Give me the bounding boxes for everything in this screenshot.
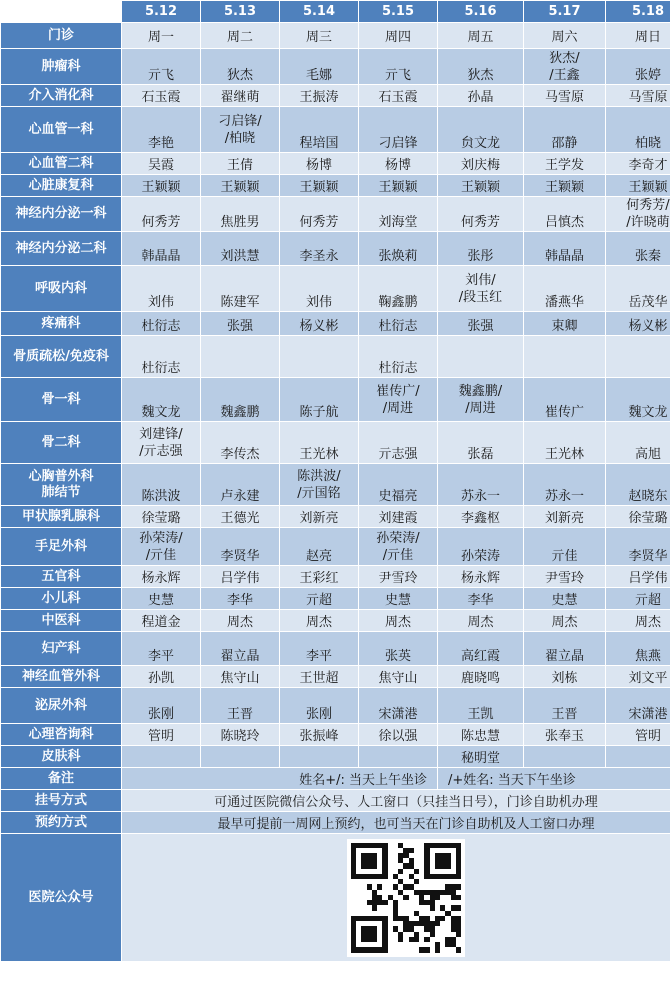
doctor-cell: 李华	[438, 588, 524, 610]
doctor-cell: 石玉霞	[359, 85, 438, 107]
doctor-cell: 翟立晶	[524, 632, 606, 666]
department-row	[1, 266, 670, 312]
department-name: 甲状腺乳腺科	[1, 506, 122, 528]
department-name: 小儿科	[1, 588, 122, 610]
doctor-cell: 王颖颖	[280, 175, 359, 197]
doctor-cell: 王德光	[201, 506, 280, 528]
department-name: 神经内分泌二科	[1, 232, 122, 266]
doctor-cell	[122, 746, 201, 768]
department-row	[1, 506, 670, 528]
doctor-cell: 焦胜男	[201, 197, 280, 232]
doctor-cell: 史慧	[359, 588, 438, 610]
department-name: 心理咨询科	[1, 724, 122, 746]
department-name: 骨一科	[1, 378, 122, 422]
department-row	[1, 49, 670, 85]
doctor-cell: 魏文龙	[122, 378, 201, 422]
doctor-cell	[280, 336, 359, 378]
doctor-cell: 刘海堂	[359, 197, 438, 232]
date-cell: 5.14	[280, 1, 359, 23]
doctor-cell: 贠文龙	[438, 107, 524, 153]
doctor-cell: 吕学伟	[606, 566, 670, 588]
doctor-cell: 焦燕	[606, 632, 670, 666]
doctor-cell: 刘文平	[606, 666, 670, 688]
date-cell: 5.18	[606, 1, 670, 23]
doctor-cell: 赵亮	[280, 528, 359, 566]
doctor-cell: 焦守山	[201, 666, 280, 688]
doctor-cell: 宋潇港	[606, 688, 670, 724]
doctor-cell	[606, 746, 670, 768]
doctor-cell	[606, 336, 670, 378]
doctor-cell: 王彩红	[280, 566, 359, 588]
doctor-cell: 亓飞	[122, 49, 201, 85]
doctor-cell: 李贤华	[201, 528, 280, 566]
doctor-cell: 徐莹璐	[122, 506, 201, 528]
doctor-cell: 杨永辉	[122, 566, 201, 588]
doctor-cell: 石玉霞	[122, 85, 201, 107]
doctor-cell: 焦守山	[359, 666, 438, 688]
doctor-cell	[524, 746, 606, 768]
doctor-cell: 翟立晶	[201, 632, 280, 666]
doctor-cell: 毛娜	[280, 49, 359, 85]
doctor-cell: 徐以强	[359, 724, 438, 746]
doctor-cell: 邵静	[524, 107, 606, 153]
appointment-label: 预约方式	[1, 812, 122, 834]
qr-cell	[122, 834, 670, 962]
doctor-cell: 苏永一	[524, 464, 606, 506]
date-cell: 5.16	[438, 1, 524, 23]
doctor-cell: 周杰	[438, 610, 524, 632]
doctor-cell: 王颖颖	[122, 175, 201, 197]
doctor-cell: 狄杰/ /王鑫	[524, 49, 606, 85]
doctor-cell: 刘栋	[524, 666, 606, 688]
doctor-cell: 王学发	[524, 153, 606, 175]
doctor-cell: 刘建锋/ /亓志强	[122, 422, 201, 464]
doctor-cell: 管明	[122, 724, 201, 746]
doctor-cell: 秘明堂	[438, 746, 524, 768]
department-row	[1, 588, 670, 610]
doctor-cell: 杨博	[280, 153, 359, 175]
department-row	[1, 632, 670, 666]
department-row	[1, 422, 670, 464]
doctor-cell: 王光林	[524, 422, 606, 464]
outpatient-label: 门诊	[1, 23, 122, 49]
registration-row	[1, 790, 670, 812]
doctor-cell: 张秦	[606, 232, 670, 266]
doctor-cell	[201, 746, 280, 768]
department-name: 妇产科	[1, 632, 122, 666]
doctor-cell: 尹雪玲	[359, 566, 438, 588]
qr-code-icon[interactable]	[347, 839, 465, 957]
doctor-cell: 程道金	[122, 610, 201, 632]
notes-row	[1, 768, 670, 790]
doctor-cell: 杜衍志	[359, 336, 438, 378]
qr-module	[456, 947, 461, 952]
doctor-cell: 何秀芳	[122, 197, 201, 232]
department-name: 心血管一科	[1, 107, 122, 153]
department-name: 手足外科	[1, 528, 122, 566]
department-row	[1, 197, 670, 232]
doctor-cell: 刘庆梅	[438, 153, 524, 175]
doctor-cell	[280, 746, 359, 768]
doctor-cell	[524, 336, 606, 378]
department-row	[1, 566, 670, 588]
doctor-cell: 史慧	[524, 588, 606, 610]
doctor-cell: 张强	[201, 312, 280, 336]
doctor-cell: 刘建霞	[359, 506, 438, 528]
doctor-cell: 李平	[280, 632, 359, 666]
registration-text: 可通过医院微信公众号、人工窗口（只挂当日号），门诊自助机办理	[122, 790, 670, 812]
doctor-cell: 王光林	[280, 422, 359, 464]
doctor-cell: 卢永建	[201, 464, 280, 506]
department-name: 皮肤科	[1, 746, 122, 768]
doctor-cell: 李奇才	[606, 153, 670, 175]
doctor-cell: 翟继萌	[201, 85, 280, 107]
doctor-cell: 杜衍志	[122, 312, 201, 336]
doctor-cell: 杨义彬	[280, 312, 359, 336]
department-name: 骨质疏松/免疫科	[1, 336, 122, 378]
doctor-cell: 李传杰	[201, 422, 280, 464]
doctor-cell: 刘伟	[280, 266, 359, 312]
doctor-cell: 张彤	[438, 232, 524, 266]
doctor-cell: 张刚	[122, 688, 201, 724]
official-account-row	[1, 834, 670, 962]
doctor-cell: 王颖颖	[438, 175, 524, 197]
doctor-cell: 吕慎杰	[524, 197, 606, 232]
appointment-row	[1, 812, 670, 834]
doctor-cell: 周杰	[201, 610, 280, 632]
doctor-cell: 孙晶	[438, 85, 524, 107]
doctor-cell: 管明	[606, 724, 670, 746]
doctor-cell: 李平	[122, 632, 201, 666]
doctor-cell: 张磊	[438, 422, 524, 464]
doctor-cell: 杨博	[359, 153, 438, 175]
doctor-cell: 孙荣涛	[438, 528, 524, 566]
department-name: 骨二科	[1, 422, 122, 464]
doctor-cell: 赵晓东	[606, 464, 670, 506]
doctor-cell: 马雪原	[524, 85, 606, 107]
department-row	[1, 746, 670, 768]
department-row	[1, 153, 670, 175]
department-row	[1, 724, 670, 746]
official-account-label: 医院公众号	[1, 834, 122, 962]
doctor-cell: 何秀芳	[280, 197, 359, 232]
department-name: 心脏康复科	[1, 175, 122, 197]
doctor-cell: 高旭	[606, 422, 670, 464]
doctor-cell: 李鑫枢	[438, 506, 524, 528]
doctor-cell: 狄杰	[201, 49, 280, 85]
doctor-cell: 陈洪波	[122, 464, 201, 506]
doctor-cell: 史福亮	[359, 464, 438, 506]
doctor-cell: 李艳	[122, 107, 201, 153]
doctor-cell: 高红霞	[438, 632, 524, 666]
doctor-cell: 杜衍志	[122, 336, 201, 378]
doctor-cell: 王振涛	[280, 85, 359, 107]
weekday-row	[1, 23, 670, 49]
doctor-cell	[359, 746, 438, 768]
department-name: 中医科	[1, 610, 122, 632]
department-name: 呼吸内科	[1, 266, 122, 312]
department-name: 肿瘤科	[1, 49, 122, 85]
doctor-cell: 王颖颖	[606, 175, 670, 197]
notes-afternoon: /+姓名: 当天下午坐诊	[438, 768, 670, 790]
doctor-cell: 陈建军	[201, 266, 280, 312]
doctor-cell: 宋潇港	[359, 688, 438, 724]
doctor-cell	[201, 336, 280, 378]
doctor-cell: 魏鑫鹏/ /周进	[438, 378, 524, 422]
department-row	[1, 688, 670, 724]
department-row	[1, 336, 670, 378]
department-row	[1, 107, 670, 153]
doctor-cell: 王世超	[280, 666, 359, 688]
doctor-cell: 陈子航	[280, 378, 359, 422]
notes-morning: 姓名+/: 当天上午坐诊	[122, 768, 438, 790]
doctor-cell: 李贤华	[606, 528, 670, 566]
doctor-cell: 杜衍志	[359, 312, 438, 336]
doctor-cell: 韩晶晶	[122, 232, 201, 266]
doctor-cell: 周杰	[606, 610, 670, 632]
doctor-cell: 刘新亮	[280, 506, 359, 528]
department-row	[1, 528, 670, 566]
department-row	[1, 175, 670, 197]
doctor-cell: 刘伟	[122, 266, 201, 312]
date-cell: 5.12	[122, 1, 201, 23]
department-row	[1, 666, 670, 688]
date-cell: 5.15	[359, 1, 438, 23]
department-row	[1, 610, 670, 632]
doctor-cell: 鞠鑫鹏	[359, 266, 438, 312]
doctor-cell: 张刚	[280, 688, 359, 724]
doctor-cell: 亓超	[280, 588, 359, 610]
department-name: 介入消化科	[1, 85, 122, 107]
doctor-cell: 马雪原	[606, 85, 670, 107]
doctor-cell: 张振峰	[280, 724, 359, 746]
doctor-cell: 徐莹璐	[606, 506, 670, 528]
doctor-cell: 王倩	[201, 153, 280, 175]
doctor-cell: 刘新亮	[524, 506, 606, 528]
doctor-cell	[438, 336, 524, 378]
doctor-cell: 陈晓玲	[201, 724, 280, 746]
doctor-cell: 张奉玉	[524, 724, 606, 746]
doctor-cell: 亓佳	[524, 528, 606, 566]
weekday-cell: 周日	[606, 23, 670, 49]
weekday-cell: 周六	[524, 23, 606, 49]
doctor-cell: 张强	[438, 312, 524, 336]
doctor-cell: 鹿晓鸣	[438, 666, 524, 688]
date-row	[1, 1, 670, 23]
weekday-cell: 周四	[359, 23, 438, 49]
doctor-cell: 吕学伟	[201, 566, 280, 588]
doctor-cell: 杨义彬	[606, 312, 670, 336]
department-name: 神经血管外科	[1, 666, 122, 688]
department-name: 心胸普外科 肺结节	[1, 464, 122, 506]
doctor-cell: 刁启锋	[359, 107, 438, 153]
registration-label: 挂号方式	[1, 790, 122, 812]
department-name: 五官科	[1, 566, 122, 588]
doctor-cell: 张英	[359, 632, 438, 666]
doctor-cell: 亓飞	[359, 49, 438, 85]
department-row	[1, 312, 670, 336]
department-name: 泌尿外科	[1, 688, 122, 724]
doctor-cell: 魏文龙	[606, 378, 670, 422]
doctor-cell: 魏鑫鹏	[201, 378, 280, 422]
weekday-cell: 周一	[122, 23, 201, 49]
department-row	[1, 85, 670, 107]
doctor-cell: 周杰	[524, 610, 606, 632]
doctor-cell: 岳茂华	[606, 266, 670, 312]
doctor-cell: 李华	[201, 588, 280, 610]
doctor-cell: 何秀芳/ /许晓萌	[606, 197, 670, 232]
department-row	[1, 232, 670, 266]
doctor-cell: 周杰	[280, 610, 359, 632]
doctor-cell: 狄杰	[438, 49, 524, 85]
doctor-cell: 孙凯	[122, 666, 201, 688]
doctor-cell: 李圣永	[280, 232, 359, 266]
doctor-cell: 苏永一	[438, 464, 524, 506]
department-name: 疼痛科	[1, 312, 122, 336]
doctor-cell: 潘燕华	[524, 266, 606, 312]
doctor-cell: 杨永辉	[438, 566, 524, 588]
doctor-cell: 陈洪波/ /亓国铭	[280, 464, 359, 506]
doctor-cell: 王晋	[201, 688, 280, 724]
doctor-cell: 吴霞	[122, 153, 201, 175]
appointment-text: 最早可提前一周网上预约，也可当天在门诊自助机及人工窗口办理	[122, 812, 670, 834]
date-cell: 5.13	[201, 1, 280, 23]
weekday-cell: 周五	[438, 23, 524, 49]
doctor-cell: 崔传广/ /周进	[359, 378, 438, 422]
doctor-cell: 柏晓	[606, 107, 670, 153]
doctor-cell: 韩晶晶	[524, 232, 606, 266]
doctor-cell: 孙荣涛/ /亓佳	[122, 528, 201, 566]
doctor-cell: 王晋	[524, 688, 606, 724]
corner-cell	[1, 1, 122, 23]
department-name: 心血管二科	[1, 153, 122, 175]
department-row	[1, 464, 670, 506]
doctor-cell: 何秀芳	[438, 197, 524, 232]
weekday-cell: 周三	[280, 23, 359, 49]
doctor-cell: 周杰	[359, 610, 438, 632]
doctor-cell: 史慧	[122, 588, 201, 610]
doctor-cell: 张焕莉	[359, 232, 438, 266]
doctor-cell: 崔传广	[524, 378, 606, 422]
doctor-cell: 束卿	[524, 312, 606, 336]
doctor-cell: 王颖颖	[359, 175, 438, 197]
doctor-cell: 刘伟/ /段玉红	[438, 266, 524, 312]
doctor-cell: 刁启锋/ /柏晓	[201, 107, 280, 153]
doctor-cell: 尹雪玲	[524, 566, 606, 588]
doctor-cell: 张婷	[606, 49, 670, 85]
doctor-cell: 陈忠慧	[438, 724, 524, 746]
doctor-cell: 刘洪慧	[201, 232, 280, 266]
doctor-cell: 程培国	[280, 107, 359, 153]
doctor-cell: 孙荣涛/ /亓佳	[359, 528, 438, 566]
date-cell: 5.17	[524, 1, 606, 23]
doctor-cell: 王凯	[438, 688, 524, 724]
doctor-cell: 王颖颖	[201, 175, 280, 197]
department-name: 神经内分泌一科	[1, 197, 122, 232]
doctor-cell: 王颖颖	[524, 175, 606, 197]
doctor-cell: 亓超	[606, 588, 670, 610]
weekday-cell: 周二	[201, 23, 280, 49]
doctor-cell: 亓志强	[359, 422, 438, 464]
notes-label: 备注	[1, 768, 122, 790]
department-row	[1, 378, 670, 422]
